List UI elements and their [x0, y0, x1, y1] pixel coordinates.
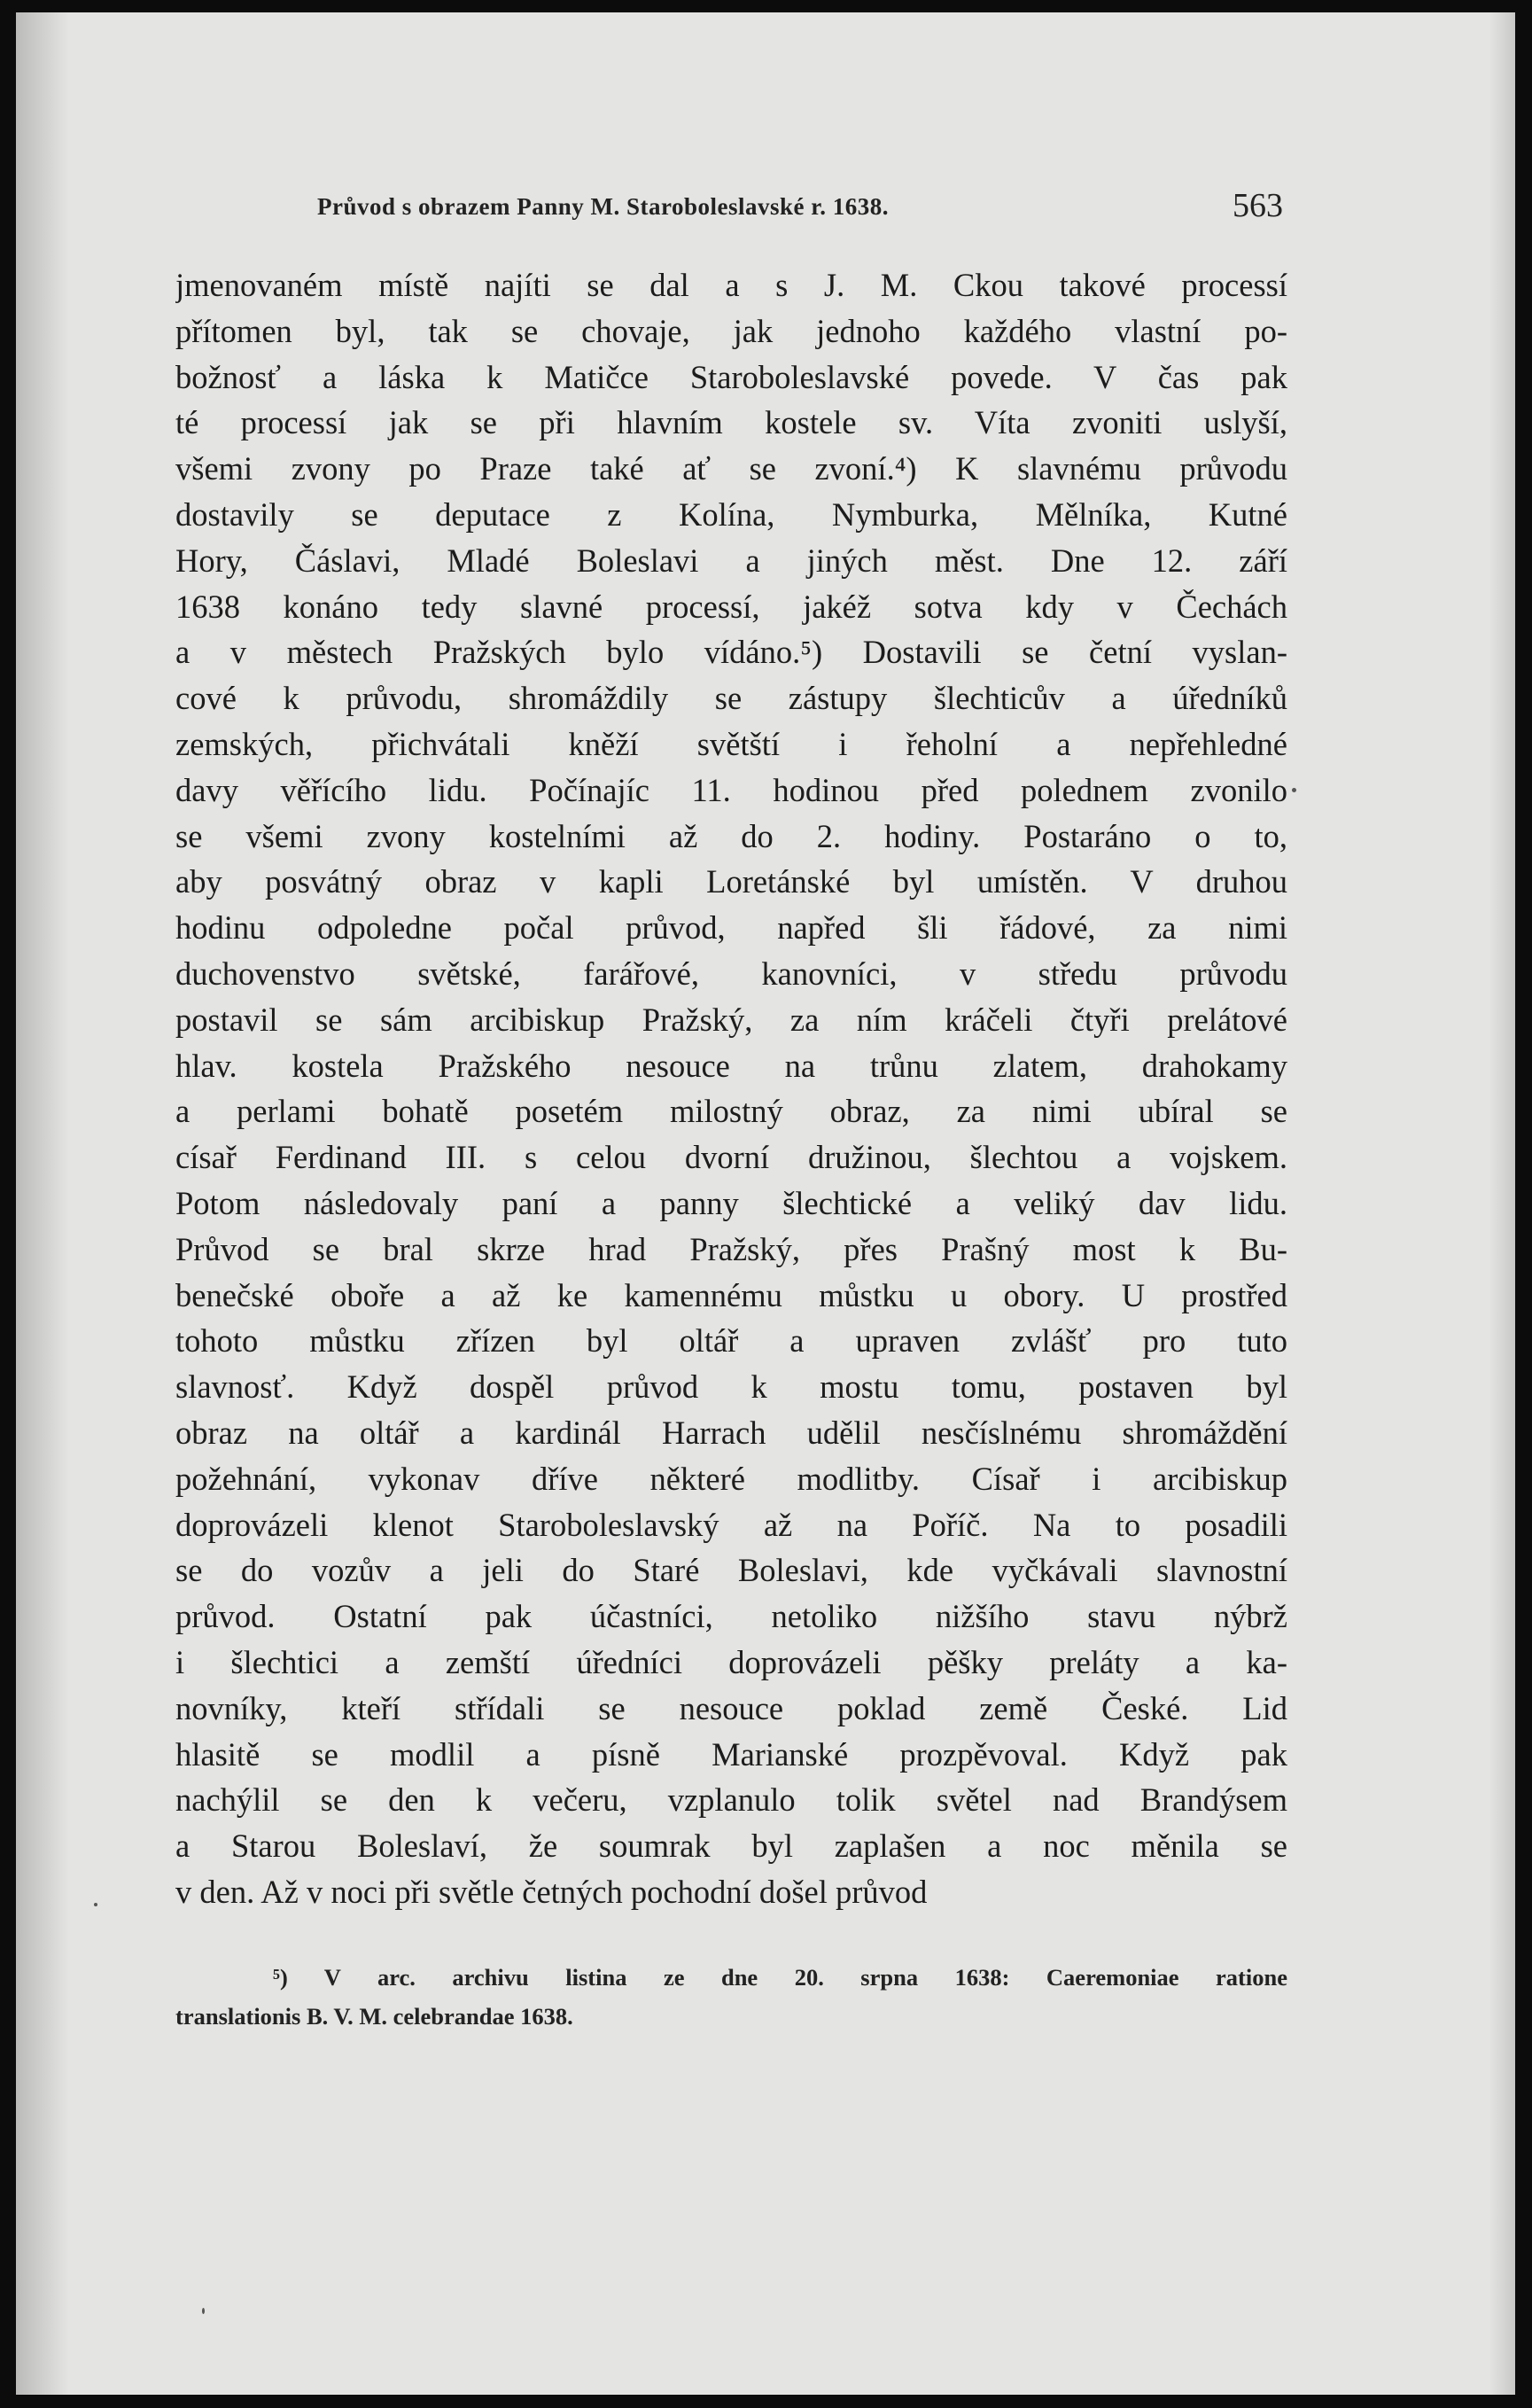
- edge-shadow: [1489, 12, 1515, 2395]
- text-line: duchovenstvo světské, farářové, kanovníci, v středu průvodu: [175, 955, 1287, 992]
- text-line: hlav. kostela Pražského nesouce na trůnu zlatem, drahokamy: [175, 1047, 1287, 1084]
- text-line: té processí jak se při hlavním kostele sv. Víta zvoniti uslyší,: [175, 404, 1287, 441]
- running-header: [317, 186, 1283, 239]
- text-line: všemi zvony po Praze také ať se zvoní.⁴) K slavnému průvodu: [175, 450, 1287, 487]
- text-line: hodinu odpoledne počal průvod, napřed šli řádové, za nimi: [175, 909, 1287, 947]
- text-line: dostavily se deputace z Kolína, Nymburka, Mělníka, Kutné: [175, 495, 1287, 533]
- text-line: se všemi zvony kostelními až do 2. hodiny. Postaráno o to,: [175, 817, 1287, 854]
- text-line: a v městech Pražských bylo vídáno.⁵) Dostavili se četní vyslan-: [175, 634, 1287, 671]
- text-line: tohoto můstku zřízen byl oltář a upraven zvlášť pro tuto: [175, 1322, 1287, 1360]
- text-line: božnosť a láska k Matičce Staroboleslavské povede. V čas pak: [175, 358, 1287, 395]
- text-line: přítomen byl, tak se chovaje, jak jednoho každého vlastní po-: [175, 312, 1287, 349]
- footnote-line: ⁵) V arc. archivu listina ze dne 20. srpna 1638: Caeremoniae ratione: [273, 1964, 1287, 1991]
- text-line: i šlechtici a zemští úředníci doprovázeli pěšky preláty a ka-: [175, 1643, 1287, 1680]
- scan-speck: [1292, 788, 1296, 792]
- running-title: Průvod s obrazem Panny M. Staroboleslavské r. 1638.: [317, 193, 890, 220]
- text-line: a perlami bohatě posetém milostný obraz, za nimi ubíral se: [175, 1093, 1287, 1130]
- text-line: slavnosť. Když dospěl průvod k mostu tomu, postaven byl: [175, 1368, 1287, 1406]
- scan-speck: [202, 2308, 205, 2314]
- text-line: požehnání, vykonav dříve některé modlitby. Císař i arcibiskup: [175, 1460, 1287, 1497]
- text-line: císař Ferdinand III. s celou dvorní družinou, šlechtou a vojskem.: [175, 1139, 1287, 1176]
- footnote: [175, 1958, 1287, 2036]
- text-line: v den. Až v noci při světle četných pochodní došel průvod: [175, 1873, 928, 1910]
- text-line: novníky, kteří střídali se nesouce poklad země České. Lid: [175, 1689, 1287, 1726]
- text-line: a Starou Boleslaví, že soumrak byl zaplašen a noc měnila se: [175, 1827, 1287, 1865]
- text-line: Průvod se bral skrze hrad Pražský, přes Prašný most k Bu-: [175, 1230, 1287, 1267]
- footnote-line: translationis B. V. M. celebrandae 1638.: [175, 2003, 573, 2030]
- text-line: Hory, Čáslavi, Mladé Boleslavi a jiných měst. Dne 12. září: [175, 542, 1287, 579]
- body-text: [175, 262, 1287, 1915]
- gutter-shadow: [16, 12, 69, 2395]
- text-line: obraz na oltář a kardinál Harrach udělil nesčíslnému shromáždění: [175, 1414, 1287, 1451]
- scan-speck: [94, 1903, 97, 1906]
- text-line: jmenovaném místě najíti se dal a s J. M. Ckou takové processí: [175, 267, 1287, 303]
- text-line: Potom následovaly paní a panny šlechtické a veliký dav lidu.: [175, 1184, 1287, 1221]
- text-line: 1638 konáno tedy slavné processí, jakéž sotva kdy v Čechách: [175, 588, 1287, 625]
- text-line: benečské oboře a až ke kamennému můstku u obory. U prostřed: [175, 1276, 1287, 1313]
- text-line: aby posvátný obraz v kapli Loretánské byl umístěn. V druhou: [175, 863, 1287, 900]
- text-line: davy věřícího lidu. Počínajíc 11. hodinou před polednem zvonilo: [175, 771, 1287, 808]
- page-number: 563: [1233, 187, 1283, 224]
- text-line: zemských, přichvátali kněží světští i řeholní a nepřehledné: [175, 725, 1287, 762]
- text-line: doprovázeli klenot Staroboleslavský až na Poříč. Na to posadili: [175, 1506, 1287, 1543]
- text-line: postavil se sám arcibiskup Pražský, za ním kráčeli čtyři prelátové: [175, 1001, 1287, 1038]
- text-line: hlasitě se modlil a písně Marianské prozpěvoval. Když pak: [175, 1735, 1287, 1773]
- text-line: cové k průvodu, shromáždily se zástupy šlechticův a úředníků: [175, 680, 1287, 717]
- text-line: průvod. Ostatní pak účastníci, netoliko nižšího stavu nýbrž: [175, 1598, 1287, 1635]
- text-line: nachýlil se den k večeru, vzplanulo tolik světel nad Brandýsem: [175, 1781, 1287, 1819]
- scanned-page: [16, 12, 1515, 2395]
- text-line: se do vozův a jeli do Staré Boleslavi, kde vyčkávali slavnostní: [175, 1552, 1287, 1589]
